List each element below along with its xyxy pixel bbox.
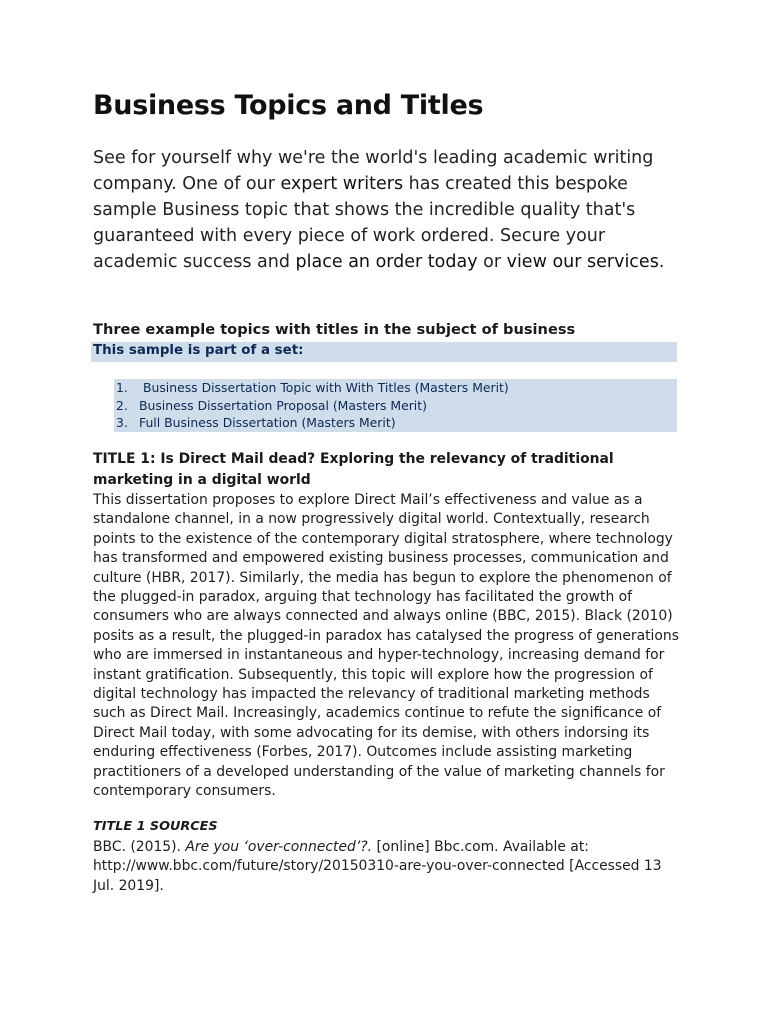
set-label-bar [91,342,677,362]
set-list-item-number: 2. [116,397,128,413]
set-list-item-number: 1. [116,380,128,395]
set-list [114,379,677,432]
set-list-item[interactable] [114,379,677,397]
title-1-heading: TITLE 1: Is Direct Mail dead? Exploring the relevancy of traditional marketing in a digital world [93,451,614,488]
set-list-item-number: 3. [116,415,128,431]
set-heading: Three example topics with titles in the subject of business [93,321,576,338]
source-suffix: [online] Bbc.com. Available at: http://www.bbc.com/future/story/20150310-are-you-over-connected [Accessed 13 Jul. 2019]. [93,839,662,894]
set-list-item-label[interactable]: Business Dissertation Topic with With Titles (Masters Merit) [143,380,509,395]
set-list-item[interactable] [114,397,677,415]
title-1-body: This dissertation proposes to explore Direct Mail’s effectiveness and value as a standalone channel, in a now progressively digital world. Contextually, research points to the existence of the contemporary digital stratosphere, where technology has transformed and empowered existing business processes, communication and culture (HBR, 2017). Similarly, the media has begun to explore the phenomenon of the plugged-in paradox, arguing that technology has facilitated the growth of consumers who are always connected and always online (BBC, 2015). Black (2010) posits as a result, the plugged-in paradox has catalysed the progress of generations who are immersed in instantaneous and hyper-technology, increasing demand for instant gratification. Subsequently, this topic will explore how the progression of digital technology has impacted the relevancy of traditional marketing methods such as Direct Mail. Increasingly, academics continue to refute the significance of Direct Mail today, with some advocating for its demise, with others indorsing its enduring effectiveness (Forbes, 2017). Outcomes include assisting marketing practitioners of a developed understanding of the value of marketing channels for contemporary consumers. [93,492,679,800]
source-title: Are you ‘over-connected’?. [185,839,373,855]
source-prefix: BBC. (2015). [93,839,186,855]
expert-writers-link[interactable]: expert writers [280,174,404,194]
intro-text-2: has created this bespoke sample Business topic that shows the incredible quality that's guaranteed with every piece of work ordered. Secure your academic success and [93,174,636,272]
set-list-item-label[interactable]: Business Dissertation Proposal (Masters Merit) [139,397,427,413]
page-title: Business Topics and Titles [93,90,484,121]
set-label: This sample is part of a set: [93,343,304,358]
sources-heading: TITLE 1 SOURCES [93,819,218,834]
place-order-link[interactable]: place an order today [295,252,478,272]
intro-text-3: or [477,252,507,272]
intro-paragraph [93,145,681,275]
set-list-item[interactable] [114,414,677,432]
source-citation [93,838,677,896]
view-services-link[interactable]: view our services [506,252,659,272]
intro-text-4: . [658,252,665,272]
set-list-item-label[interactable]: Full Business Dissertation (Masters Merit) [139,415,396,431]
intro-text-1: See for yourself why we're the world's leading academic writing company. One of our [93,148,654,194]
